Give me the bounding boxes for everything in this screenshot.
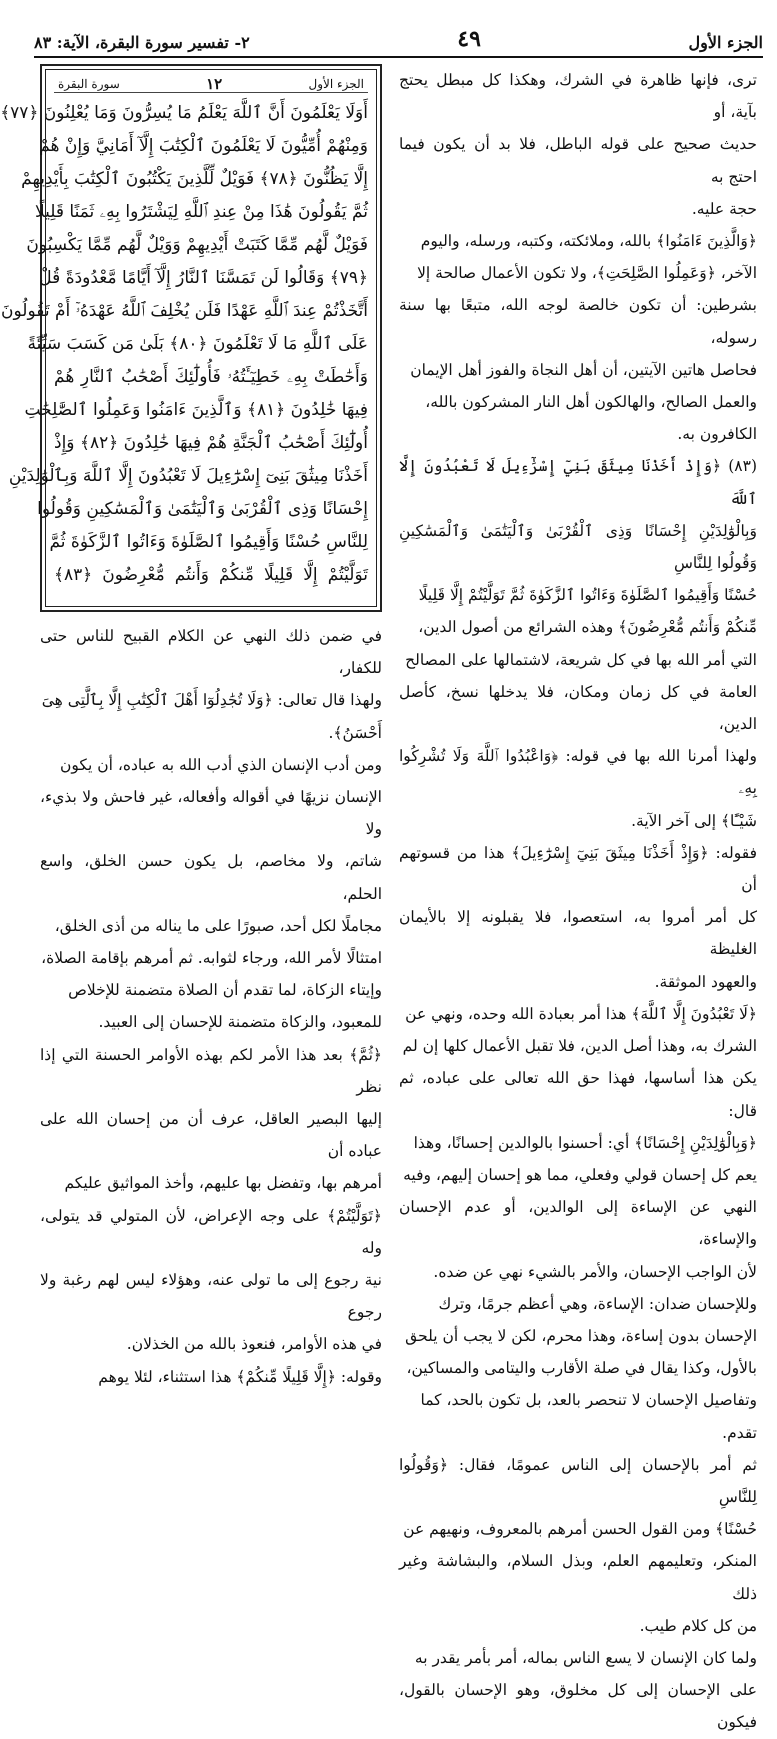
verse-line: أَخَذْنَا مِيثَٰقَ بَنِىٓ إِسْرَٰٓءِيلَ لَا تَعْبُدُونَ إِلَّا ٱللَّهَ وَبِٱلْوَٰلِدَيْنِ: [8, 466, 368, 486]
paragraph-line: أمرهم بها، وتفضل بها عليهم، وأخذ المواثيق عليكم: [64, 1174, 382, 1193]
paragraph-line: امتثالًا لأمر الله، ورجاء لثوابه. ثم أمرهم بإقامة الصلاة،: [41, 949, 382, 968]
verse-line: إِلَّا يَظُنُّونَ ﴿٧٨﴾ فَوَيْلٌ لِّلَّذِينَ يَكْتُبُونَ ٱلْكِتَٰبَ بِأَيْدِيهِمْ: [21, 169, 368, 189]
verse-line: إِحْسَانًا وَذِى ٱلْقُرْبَىٰ وَٱلْيَتَٰمَىٰ وَٱلْمَسَٰكِينِ وَقُولُوا: [37, 499, 368, 519]
verse-line: وَمِنْهُمْ أُمِّيُّونَ لَا يَعْلَمُونَ ٱلْكِتَٰبَ إِلَّآ أَمَانِيَّ وَإِنْ هُمْ: [39, 136, 368, 156]
paragraph-line: الآخر، ﴿وَعَمِلُوا الصَّلِحَتِ﴾، ولا تكون الأعمال صالحة إلا: [417, 264, 757, 283]
paragraph-line: (٨٣) ﴿وَإِذْ أَخَذْنَا مِيثَقَ بَنِيٓ إِسْرَٰٓءِيلَ لَا تَعْبُدُونَ إِلَّا ٱللَّهَ: [399, 457, 757, 508]
paragraph-line: ثم أمر بالإحسان إلى الناس عمومًا، فقال: ﴿وَقُولُوا لِلنَّاسِ: [399, 1455, 757, 1506]
running-head-part: الجزء الأول: [688, 33, 763, 52]
verse-line: أُولَٰٓئِكَ أَصْحَٰبُ ٱلْجَنَّةِ هُمْ فِيهَا خَٰلِدُونَ ﴿٨٢﴾ وَإِذْ: [54, 433, 368, 453]
page-number: ٤٩: [457, 26, 481, 52]
paragraph-line: للمعبود، والزكاة متضمنة للإحسان إلى العبيد.: [98, 1013, 382, 1032]
paragraph-line: كل أمر أمروا به، استعصوا، فلا يقبلونه إلا بالأيمان الغليظة: [399, 908, 757, 959]
paragraph-line: أَحْسَنُ﴾.: [328, 723, 382, 742]
header-rule: [34, 56, 763, 58]
paragraph-line: يكن هذا أساسها، فهذا حق الله تعالى على عباده، ثم قال:: [399, 1069, 757, 1120]
right-column: [399, 64, 757, 1732]
mushaf-page-number: ١٢: [206, 75, 223, 93]
paragraph-line: بشرطين: أن تكون خالصة لوجه الله، متبعًا بها سنة رسوله،: [399, 296, 757, 347]
paragraph-line: ﴿لَا تَعْبُدُونَ إِلَّا ٱللَّهَ﴾ هذا أمر بعبادة الله وحده، ونهي عن: [405, 1004, 757, 1023]
paragraph-line: ولهذا أمرنا الله بها في قوله: ﴿وَاعْبُدُوا ٱللَّهَ وَلَا تُشْرِكُوا بِهِۦ: [399, 747, 757, 798]
paragraph-line: وإيتاء الزكاة، لما تقدم أن الصلاة متضمنة للإخلاص: [68, 981, 382, 1000]
paragraph-line: حجة عليه.: [691, 199, 757, 218]
page-header: [34, 22, 763, 52]
mushaf-surah-label: سورة البقرة: [58, 77, 120, 91]
paragraph-line: ترى، فإنها ظاهرة في الشرك، وهكذا كل مبطل يحتج بآية، أو: [399, 71, 757, 122]
verse-line: فَوَيْلٌ لَّهُم مِّمَّا كَتَبَتْ أَيْدِيهِمْ وَوَيْلٌ لَّهُم مِّمَّا يَكْسِبُونَ: [26, 235, 368, 255]
paragraph-line: الكافرون به.: [677, 425, 757, 444]
paragraph-line: ﴿تَوَلَّيْتُمْ﴾ على وجه الإعراض، لأن المتولي قد يتولى، وله: [40, 1206, 382, 1257]
paragraph-line: وللإحسان ضدان: الإساءة، وهي أعظم جرمًا، وترك: [438, 1294, 757, 1313]
verse-line: وَأَحَٰطَتْ بِهِۦ خَطِيٓـَٔتُهُۥ فَأُولَٰٓئِكَ أَصْحَٰبُ ٱلنَّارِ هُمْ: [54, 367, 368, 387]
paragraph-line: حُسْنًا وَأَقِيمُوا ٱلصَّلَوٰةَ وَءَاتُوا ٱلزَّكَوٰةَ ثُمَّ تَوَلَّيْتُمْ إِلَّا قَلِيلًا: [418, 586, 757, 605]
paragraph-line: النهي عن الإساءة إلى الوالدين، أو عدم الإحسان والإساءة،: [399, 1198, 757, 1249]
left-column-text: [40, 620, 382, 1393]
paragraph-line: حُسْنًا﴾ ومن القول الحسن أمرهم بالمعروف، ونهيهم عن: [403, 1520, 757, 1539]
mushaf-page-box: [0, 64, 382, 612]
verse-line: عَلَى ٱللَّهِ مَا لَا تَعْلَمُونَ ﴿٨٠﴾ بَلَىٰ مَن كَسَبَ سَيِّئَةً: [27, 334, 368, 354]
paragraph-line: ﴿وَبِالْوَٰلِدَيْنِ إِحْسَانًا﴾ أي: أحسنوا بالوالدين إحسانًا، وهذا: [413, 1133, 757, 1152]
paragraph-line: والعهود الموثقة.: [654, 972, 757, 991]
paragraph-line: فقوله: ﴿وَإِذْ أَخَذْنَا مِيثَقَ بَنِيٓ إِسْرَٰٓءِيلَ﴾ هذا من قسوتهم أن: [399, 843, 757, 895]
paragraph-line: والعمل الصالح، والهالكون أهل النار المشركون بالله،: [425, 393, 757, 412]
paragraph-line: في ضمن ذلك النهي عن الكلام القبيح للناس حتى للكفار،: [40, 627, 382, 678]
paragraph-line: إليها البصير العاقل، عرف أن من إحسان الله على عباده أن: [40, 1110, 382, 1161]
verse-line: لِلنَّاسِ حُسْنًا وَأَقِيمُوا ٱلصَّلَوٰةَ وَءَاتُوا ٱلزَّكَوٰةَ ثُمَّ: [49, 532, 368, 552]
right-column-text: [399, 64, 757, 1739]
paragraph-line: وقوله: ﴿إِلَّا قَلِيلًا مِّنكُمْ﴾ هذا استثناء، لئلا يوهم: [98, 1367, 382, 1386]
paragraph-line: العامة في كل زمان ومكان، فلا يدخلها نسخ، كأصل الدين،: [399, 682, 757, 734]
paragraph-line: في هذه الأوامر، فنعوذ بالله من الخذلان.: [126, 1335, 382, 1354]
paragraph-line: يعم كل إحسان قولي وفعلي، مما هو إحسان إليهم، وفيه: [403, 1165, 757, 1184]
mushaf-verses: [0, 93, 368, 592]
paragraph-line: لأن الواجب الإحسان، والأمر بالشيء نهي عن ضده.: [433, 1262, 757, 1281]
paragraph-line: على الإحسان إلى كل مخلوق، وهو الإحسان بالقول، فيكون: [399, 1681, 757, 1732]
paragraph-line: تقدم.: [722, 1423, 757, 1442]
paragraph-line: ومن أدب الإنسان الذي أدب الله به عباده، أن يكون: [60, 755, 382, 774]
paragraph-line: مجاملًا لكل أحد، صبورًا على ما يناله من أذى الخلق،: [54, 916, 382, 935]
paragraph-line: نية رجوع إلى ما تولى عنه، وهؤلاء ليس لهم رغبة ولا رجوع: [40, 1271, 382, 1322]
paragraph-line: وتفاصيل الإحسان لا تنحصر بالعد، بل تكون بالحد، كما: [420, 1391, 757, 1410]
paragraph-line: ﴿ثُمَّ﴾ بعد هذا الأمر لكم بهذه الأوامر الحسنة التي إذا نظر: [40, 1045, 382, 1096]
paragraph-line: شَيْـًٔا﴾ إلى آخر الآية.: [631, 811, 757, 830]
paragraph-line: ولهذا قال تعالى: ﴿وَلَا تُجَٰدِلُوٓا أَهْلَ ٱلْكِتَٰبِ إِلَّا بِٱلَّتِى هِىَ: [41, 691, 382, 710]
mushaf-header: [54, 76, 368, 93]
paragraph-line: وَبِالْوَٰلِدَيْنِ إِحْسَانًا وَذِى ٱلْقُرْبَىٰ وَٱلْيَتَٰمَىٰ وَٱلْمَسَٰكِينِ وَقُولُوا لِلنَّاسِ: [399, 521, 757, 573]
paragraph-line: الإحسان بدون إساءة، وهذا محرم، لكن لا يجب أن يلحق: [405, 1326, 757, 1345]
paragraph-line: ﴿وَالَّذِينَ ءَامَنُوا﴾ بالله، وملائكته، وكتبه، ورسله، واليوم: [420, 232, 757, 251]
verse-line: ﴿٧٩﴾ وَقَالُوا لَن تَمَسَّنَا ٱلنَّارُ إِلَّآ أَيَّامًا مَّعْدُودَةً قُلْ: [39, 268, 368, 288]
paragraph-line: ولما كان الإنسان لا يسع الناس بماله، أمر بأمر يقدر به: [414, 1648, 757, 1667]
paragraph-line: الشرك به، وهذا أصل الدين، فلا تقبل الأعمال كلها إن لم: [402, 1037, 757, 1056]
verse-line: أَتَّخَذْتُمْ عِندَ ٱللَّهِ عَهْدًا فَلَن يُخْلِفَ ٱللَّهُ عَهْدَهُۥٓ أَمْ تَقُولُونَ: [1, 301, 368, 321]
left-column: [0, 64, 382, 1386]
verse-line: أَوَلَا يَعْلَمُونَ أَنَّ ٱللَّهَ يَعْلَمُ مَا يُسِرُّونَ وَمَا يُعْلِنُونَ ﴿٧٧﴾: [0, 103, 368, 123]
running-head-title: ٢- تفسير سورة البقرة، الآية: ٨٣: [34, 33, 250, 52]
mushaf-juz-label: الجزء الأول: [308, 77, 364, 91]
paragraph-line: الإنسان نزيهًا في أقواله وأفعاله، غير فاحش ولا بذيء، ولا: [40, 788, 382, 839]
verse-line: ثُمَّ يَقُولُونَ هَٰذَا مِنْ عِندِ ٱللَّهِ لِيَشْتَرُوا بِهِۦ ثَمَنًا قَلِيلًا: [34, 202, 368, 222]
paragraph-line: التي أمر الله بها في كل شريعة، لاشتمالها على المصالح: [405, 650, 757, 669]
paragraph-line: فحاصل هاتين الآيتين، أن أهل النجاة والفوز أهل الإيمان: [410, 360, 757, 379]
paragraph-line: من كل كلام طيب.: [639, 1616, 757, 1635]
paragraph-line: شاتم، ولا مخاصم، بل يكون حسن الخلق، واسع الحلم،: [40, 852, 382, 903]
paragraph-line: المنكر، وتعليمهم العلم، وبذل السلام، والبشاشة وغير ذلك: [399, 1552, 757, 1603]
paragraph-line: حديث صحيح على قوله الباطل، فلا بد أن يكون فيما احتج به: [399, 135, 757, 186]
paragraph-line: بالأول، وكذا يقال في صلة الأقارب واليتامى والمساكين،: [406, 1359, 757, 1378]
paragraph-line: مِّنكُمْ وَأَنتُم مُّعْرِضُونَ﴾ وهذه الشرائع من أصول الدين،: [418, 618, 757, 637]
verse-line: فِيهَا خَٰلِدُونَ ﴿٨١﴾ وَٱلَّذِينَ ءَامَنُوا وَعَمِلُوا ٱلصَّٰلِحَٰتِ: [24, 400, 368, 420]
verse-line: تَوَلَّيْتُمْ إِلَّا قَلِيلًا مِّنكُمْ وَأَنتُم مُّعْرِضُونَ ﴿٨٣﴾: [54, 565, 368, 585]
